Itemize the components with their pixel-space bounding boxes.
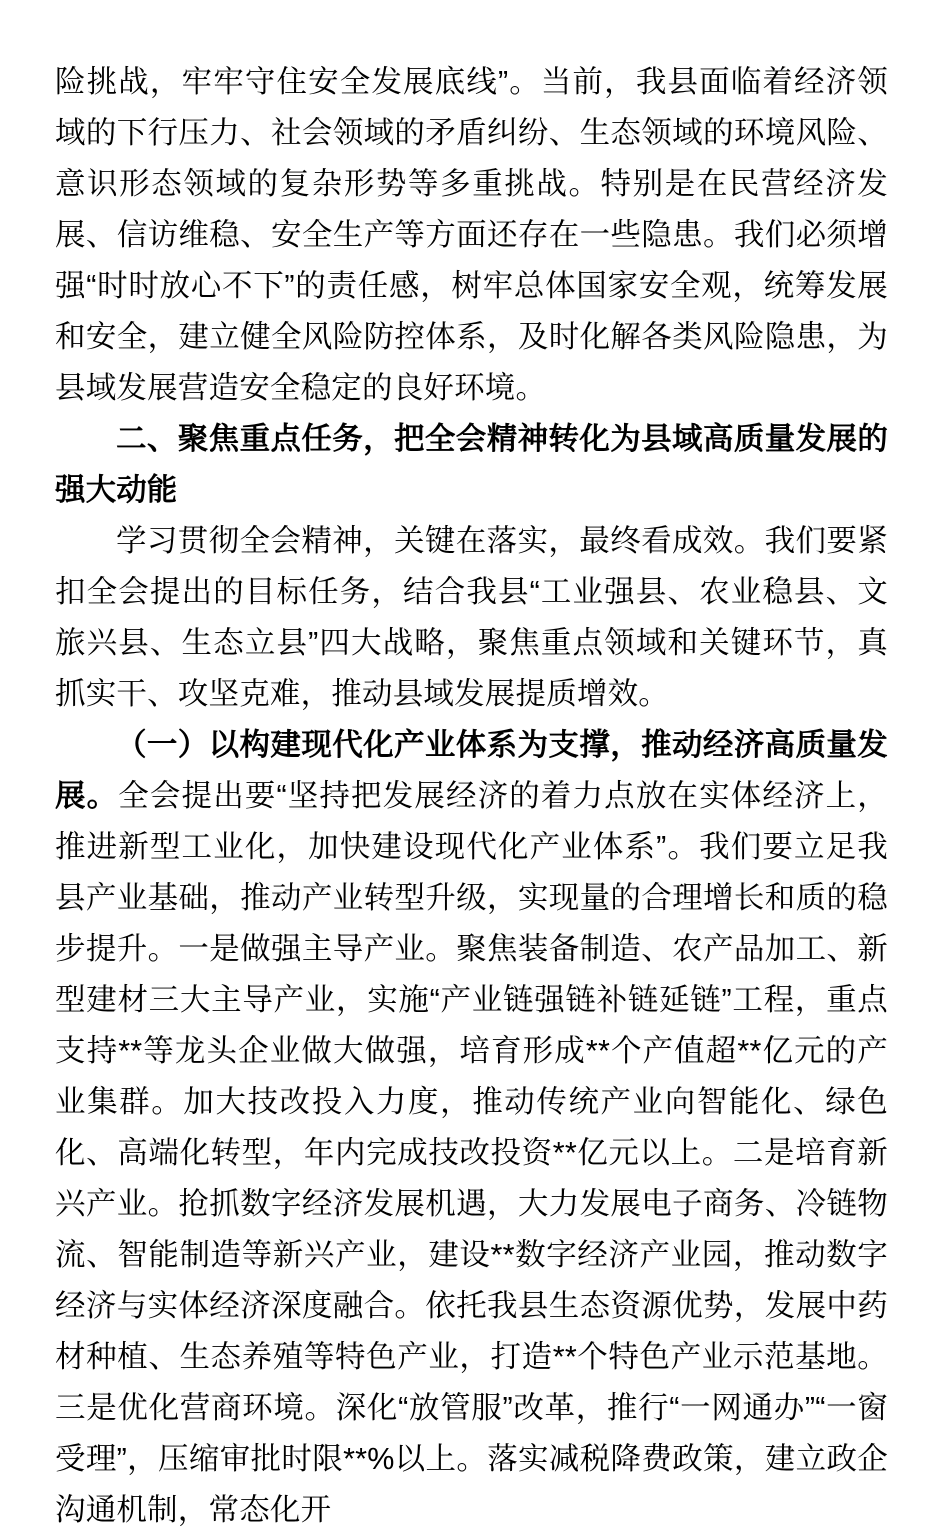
- subsection-one-bold-lead: （一）以构建现代化产业体系为支撑，推动经济高质量发展。: [55, 728, 888, 813]
- paragraph-risk-challenges: 险挑战，牢牢守住安全发展底线”。当前，我县面临着经济领域的下行压力、社会领域的矛盾纠纷、生态领域的环境风险、意识形态领域的复杂形势等多重挑战。特别是在民营经济发展、信访维稳、安全生产等方面还存在一些隐患。我们必须增强“时时放心不下”的责任感，树牢总体国家安全观，统筹发展和安全，建立健全风险防控体系，及时化解各类风险隐患，为县域发展营造安全稳定的良好环境。: [55, 65, 888, 405]
- paragraph-implement-plenary-spirit: 学习贯彻全会精神，关键在落实，最终看成效。我们要紧扣全会提出的目标任务，结合我县“工业强县、农业稳县、文旅兴县、生态立县”四大战略，聚焦重点领域和关键环节，真抓实干、攻坚克难，推动县域发展提质增效。: [55, 524, 888, 711]
- subsection-one-body-text: 全会提出要“坚持把发展经济的着力点放在实体经济上，推进新型工业化，加快建设现代化产业体系”。我们要立足我县产业基础，推动产业转型升级，实现量的合理增长和质的稳步提升。一是做强主导产业。聚焦装备制造、农产品加工、新型建材三大主导产业，实施“产业链强链补链延链”工程，重点支持**等龙头企业做大做强，培育形成**个产值超**亿元的产业集群。加大技改投入力度，推动传统产业向智能化、绿色化、高端化转型，年内完成技改投资**亿元以上。二是培育新兴产业。抢抓数字经济发展机遇，大力发展电子商务、冷链物流、智能制造等新兴产业，建设**数字经济产业园，推动数字经济与实体经济深度融合。依托我县生态资源优势，发展中药材种植、生态养殖等特色产业，打造**个特色产业示范基地。三是优化营商环境。深化“放管服”改革，推行“一网通办”“一窗受理”，压缩审批时限**%以上。落实减税降费政策，建立政企沟通机制，常态化开: [55, 779, 888, 1527]
- heading-section-two: 二、聚焦重点任务，把全会精神转化为县域高质量发展的强大动能: [55, 422, 888, 507]
- document-body: [55, 57, 888, 1536]
- paragraph-subsection-one: [55, 720, 888, 1536]
